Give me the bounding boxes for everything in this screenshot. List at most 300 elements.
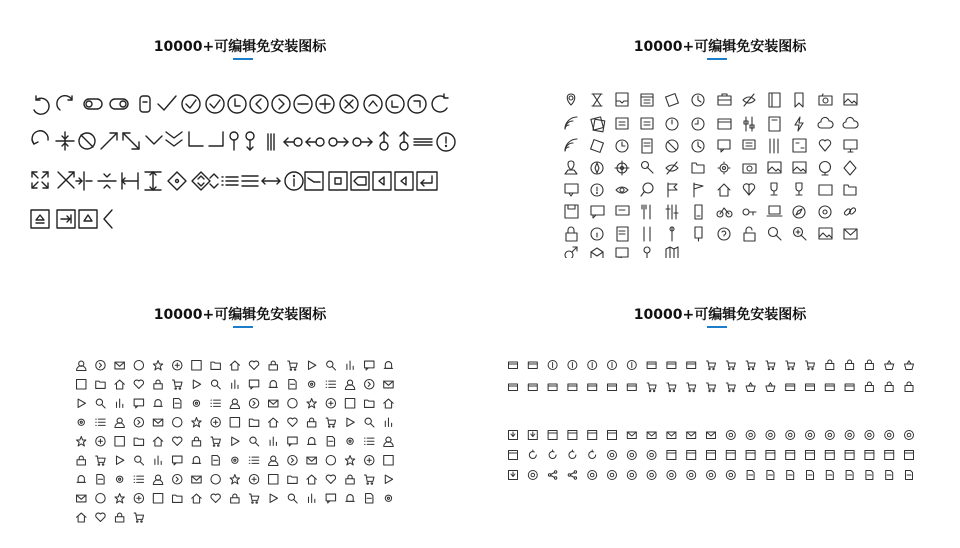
user-icon [230,399,239,408]
alert-icon [437,133,455,151]
mail-icon [667,432,676,439]
up-key-icon [79,210,97,228]
shuffle-icon [58,172,74,188]
sliders-icon [744,117,754,131]
image-icon [844,94,857,105]
basket-icon [766,383,775,392]
social-icon [746,431,755,440]
heart-icon [96,513,105,521]
lock-icon [192,437,200,446]
file-icon [767,471,774,480]
square-icon [115,437,124,446]
zoom-in-icon [794,228,807,241]
prohibit-icon [79,133,95,149]
bag-icon [885,382,893,392]
user-icon [269,456,278,465]
trophy-icon [796,183,802,195]
split-icon [76,172,92,190]
folder-icon [288,476,297,483]
search-icon [250,437,259,446]
card-icon [667,362,676,369]
info-icon [285,172,303,190]
chevron-up-icon [364,95,382,113]
folder-icon [365,400,374,407]
user-icon [115,418,124,427]
bell-icon [307,438,315,445]
monitor-icon [844,140,857,152]
diamond-icon [168,172,186,190]
file-icon [866,471,873,480]
coin-icon [608,361,617,370]
folder-icon [134,438,143,445]
compass-icon [591,162,603,174]
gear-icon [309,381,315,387]
briefcase-icon [718,94,731,105]
arrow-circle-icon [329,138,348,146]
cart-icon [326,418,335,427]
camera-icon [819,94,832,105]
square-icon [192,361,201,370]
chat-icon [134,399,143,408]
folder-icon [211,362,220,369]
search-icon [135,456,144,465]
circle-icon [173,418,182,427]
card-icon [509,362,518,369]
mail-icon [627,432,636,439]
refresh-icon [569,450,576,459]
bars-icon [232,380,238,388]
chevron-left-icon [250,95,268,113]
chat-icon [365,361,374,370]
star-icon [192,418,201,427]
social-icon [588,471,597,480]
mail-icon [77,495,86,502]
bag-icon [865,360,873,370]
home-icon [718,184,730,196]
card-icon [528,362,537,369]
card-icon [845,384,854,391]
utensils-icon [642,205,650,219]
arrow-right-icon [288,456,297,465]
icon-grid-top [506,358,936,398]
gear-icon [347,438,353,444]
check-circle-icon [182,95,200,113]
social-icon [726,431,735,440]
home-icon [230,361,239,370]
plus-icon [249,475,258,484]
resize-icon [145,172,161,190]
card-icon [647,362,656,369]
window-icon [568,431,577,440]
home-icon [153,437,162,446]
command-key-icon [329,172,347,190]
image-icon [819,228,832,239]
heart-icon [288,418,297,426]
window-icon [845,451,854,460]
search-icon [365,418,374,427]
bars-icon [268,134,274,150]
lightning-icon [795,117,803,131]
circle-icon [134,361,143,370]
cart-icon [647,383,656,392]
lock-icon [695,227,702,241]
list-icon [326,381,335,387]
sliders-icon [666,205,678,219]
plus-icon [96,437,105,446]
list-icon [211,400,220,406]
folder-icon [819,185,832,195]
icon-panel-bottom-right [480,274,960,548]
refresh-icon [432,94,448,112]
tab-key-icon [57,210,75,228]
lock-icon [77,456,85,465]
title-underline [233,58,253,60]
share-icon [568,471,576,479]
lock-icon [307,418,315,427]
close-circle-icon [340,95,358,113]
panel-title: 10000+可编辑免安装图标 [633,307,807,323]
refresh-icon [32,131,48,144]
square-icon [269,475,278,484]
heart-icon [326,475,335,483]
calendar-icon [641,94,653,106]
panel-title: 10000+可编辑免安装图标 [153,307,327,323]
lock-icon [154,380,162,389]
folder-icon [173,495,182,502]
icon-grid [74,358,414,528]
wheel-icon [615,161,629,175]
play-icon [117,456,124,464]
window-icon [746,451,755,460]
refresh-icon [589,450,596,459]
diamond-icon [844,161,856,175]
book-icon [769,117,780,131]
window-icon [707,451,716,460]
list-icon [222,177,238,185]
window-icon [667,451,676,460]
link-icon [844,207,857,216]
mail-icon [307,457,316,464]
chevron-down-icon [146,136,162,144]
social-icon [707,471,716,480]
minus-circle-icon [294,95,312,113]
square-icon [230,418,239,427]
social-icon [647,451,656,460]
arrow-circle-icon [400,132,408,150]
arrow-right-icon [365,380,374,389]
square-icon [153,494,162,503]
home-icon [307,475,316,484]
file-icon [747,471,754,480]
folder-icon [249,419,258,426]
social-icon [608,451,617,460]
pin-icon [670,227,674,241]
play-icon [270,494,277,502]
ticket-icon [666,94,679,107]
play-icon [193,380,200,388]
window-icon [608,431,617,440]
mail-icon [707,432,716,439]
bell-icon [346,495,354,502]
flag-icon [694,183,703,197]
social-icon [726,471,735,480]
box-icon [305,172,323,190]
inbox-icon [616,93,628,106]
arrow-diagonal-icon [123,133,139,149]
cart-icon [746,361,755,370]
doc-icon [212,456,219,465]
document-icon [641,118,653,129]
monitor-icon [616,118,628,129]
hourglass-icon [592,94,602,106]
document-icon [617,227,628,241]
arrow-circle-icon [306,138,324,146]
lines-icon [414,139,432,145]
card-icon [786,384,795,391]
arrow-right-icon [96,361,105,370]
window-icon [548,431,557,440]
eye-icon [616,187,628,193]
doc-icon [97,475,104,484]
window-icon [509,451,518,460]
star-icon [230,475,239,484]
lock-icon [566,227,577,241]
social-icon [865,431,874,440]
download-icon [509,431,518,440]
folder-icon [844,185,856,195]
wifi-icon [565,117,577,129]
bars-icon [347,361,353,369]
alert-icon [591,184,603,196]
lock-open-icon [744,227,755,241]
cart-icon [96,456,105,465]
panel-title: 10000+可编辑免安装图标 [633,39,807,55]
check-circle-icon [206,95,224,113]
clock-icon [616,140,628,152]
cart-icon [667,383,676,392]
download-icon [509,471,518,480]
menu-icon [242,176,258,186]
bell-icon [269,381,277,388]
chat-icon [565,184,578,196]
eject-key-icon [31,210,49,228]
location-icon [567,94,575,105]
heart-icon [173,437,182,445]
compass-icon [819,206,831,218]
chat-icon [743,140,755,149]
heart-icon [819,140,830,151]
map-icon [666,247,678,258]
heart-icon [743,184,754,195]
bell-icon [77,476,85,483]
search-icon [641,183,653,196]
bag-icon [826,360,834,370]
wifi-icon [565,139,577,151]
cart-icon [249,494,258,503]
cloud-icon [843,117,858,128]
mail-icon [384,381,393,388]
search-icon [769,228,782,241]
circle-icon [96,494,105,503]
chat-icon [288,437,297,446]
social-icon [608,471,617,480]
bag-icon [865,382,873,392]
doc-icon [327,437,334,446]
chevron-down-icon [166,132,182,146]
gear-icon [232,457,238,463]
window-icon [687,451,696,460]
play-icon [232,437,239,445]
eye-off-icon [743,94,755,106]
arrow-circle-icon [284,138,302,146]
play-icon [309,361,316,369]
search-icon [288,494,297,503]
list-icon [249,457,258,463]
share-icon [548,471,556,479]
bars-icon [155,456,161,464]
plus-circle-icon [316,95,334,113]
lock-icon [269,361,277,370]
title-underline [233,326,253,328]
card-icon [528,384,537,391]
chat-icon [591,206,604,218]
search-icon [211,380,220,389]
card-icon [687,362,696,369]
icon-grid [30,92,470,232]
square-icon [77,380,86,389]
window-icon [825,451,834,460]
play-icon [78,399,85,407]
laptop-icon [767,206,782,216]
title-underline [707,58,727,60]
home-icon [384,399,393,408]
clock-icon [692,140,704,152]
cloud-icon [818,117,833,128]
bars-icon [385,418,391,426]
corner-icon [209,132,223,146]
icon-grid-bottom [506,428,936,488]
user-icon [77,361,86,370]
window-icon [806,451,815,460]
user-icon [345,380,354,389]
circle-icon [288,399,297,408]
book-icon [769,93,780,107]
user-icon [384,437,393,446]
bars-icon [309,494,315,502]
card-icon [588,384,597,391]
list-icon [134,476,143,482]
square-icon [345,399,354,408]
basket-icon [905,361,914,370]
social-icon [687,471,696,480]
arrow-circle-icon [380,132,388,150]
mail-icon [269,400,278,407]
folder-icon [692,163,704,173]
file-icon [787,471,794,480]
bell-icon [192,457,200,464]
social-icon [528,471,537,480]
window-icon [905,451,914,460]
clock-icon [228,95,246,113]
cart-icon [766,361,775,370]
check-icon [158,96,176,110]
file-icon [886,471,893,480]
phone-icon [695,205,702,219]
star-icon [153,361,162,370]
chevron-up-down-icon [210,174,218,188]
doc-icon [174,399,181,408]
gear-icon [193,400,199,406]
social-icon [627,451,636,460]
user-icon [153,475,162,484]
document-icon [642,139,652,153]
window-icon [786,451,795,460]
mail-icon [192,476,201,483]
social-icon [786,431,795,440]
info-icon [591,228,603,240]
cart-icon [134,513,143,522]
pin-icon [230,132,238,150]
chat-icon [718,140,730,152]
cart-icon [288,361,297,370]
doc-icon [289,380,296,389]
file-icon [906,471,913,480]
wrench-icon [642,162,654,174]
map-icon [565,161,577,174]
title-underline [707,326,727,328]
trophy-icon [771,183,777,195]
clock-icon [666,118,678,130]
file-icon [807,471,814,480]
heart-icon [134,380,143,388]
heart-icon [249,361,258,369]
refresh-icon [549,450,556,459]
heart-icon [211,494,220,502]
help-icon [718,228,730,240]
compass-icon [793,206,805,218]
sliders-icon [770,139,778,153]
save-icon [565,205,578,218]
globe-icon [820,162,831,176]
corner-icon [408,95,426,113]
social-icon [825,431,834,440]
pin-icon [644,247,650,258]
mail-icon [647,432,656,439]
card-icon [548,384,557,391]
clock-icon [692,94,704,106]
search-icon [96,399,105,408]
card-icon [806,384,815,391]
gear-icon [117,476,123,482]
split-icon [98,174,116,188]
arrow-horizontal-icon [262,178,280,184]
social-icon [647,471,656,480]
cart-icon [726,383,735,392]
mail-icon [844,229,857,239]
return-key-icon [417,172,437,190]
chevron-left-icon [104,210,112,228]
prohibit-icon [666,140,678,152]
expand-icon [32,172,48,188]
image-icon [793,162,806,173]
plus-icon [173,361,182,370]
bookmark-icon [795,93,803,107]
toggle-icon [110,99,128,109]
male-icon [565,247,577,258]
coin-icon [548,361,557,370]
arrow-diagonal-icon [101,133,117,149]
refresh-icon [34,96,49,114]
